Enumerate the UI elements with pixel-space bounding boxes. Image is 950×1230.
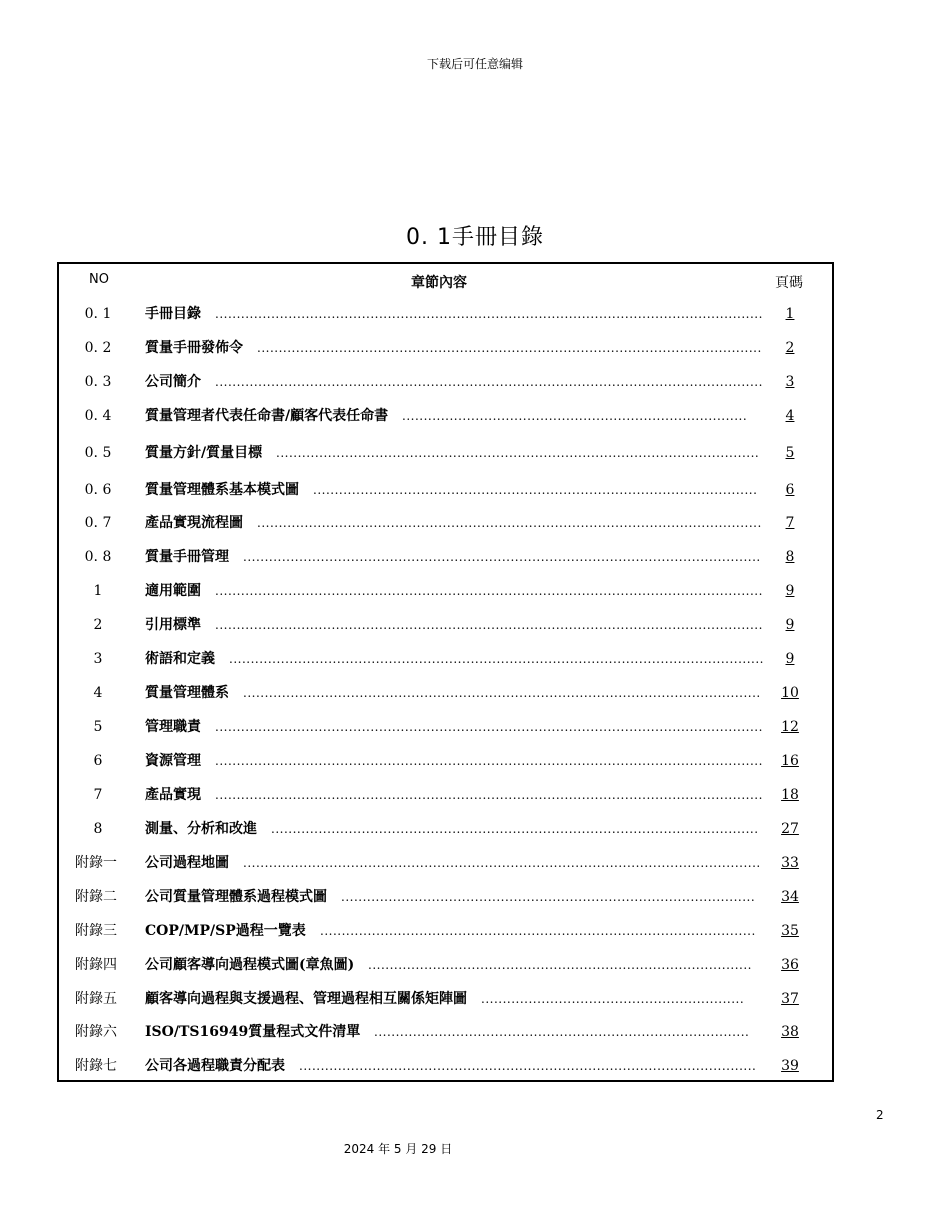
toc-row-number: 2 bbox=[93, 617, 103, 633]
toc-row-page-link[interactable]: 18 bbox=[781, 787, 799, 803]
toc-row-page-link[interactable]: 27 bbox=[781, 821, 799, 837]
toc-row-page-link[interactable]: 36 bbox=[781, 957, 799, 973]
toc-row bbox=[59, 716, 832, 738]
toc-leader-dots: ............................................................................................................................... bbox=[215, 788, 763, 802]
toc-row-label: 術語和定義 bbox=[145, 651, 215, 667]
toc-leader-dots: ....................................................................................... bbox=[374, 1025, 750, 1039]
toc-row-label: 公司簡介 bbox=[145, 374, 201, 390]
col-page-header: 頁碼 bbox=[775, 275, 803, 291]
page-title: 0. 1手冊目錄 bbox=[406, 225, 544, 250]
toc-row bbox=[59, 750, 832, 772]
header-note: 下载后可任意编辑 bbox=[426, 57, 523, 71]
toc-row bbox=[59, 442, 832, 464]
toc-row-label: 產品實現流程圖 bbox=[145, 515, 243, 531]
toc-row bbox=[59, 512, 832, 534]
toc-row-label: 質量手冊發佈令 bbox=[145, 340, 243, 356]
toc-row-label: 產品實現 bbox=[145, 787, 201, 803]
toc-leader-dots: ................................................................................................ bbox=[341, 890, 756, 904]
toc-row-page-link[interactable]: 5 bbox=[785, 445, 795, 461]
toc-leader-dots: ........................................................................................................................ bbox=[243, 550, 761, 564]
toc-row bbox=[59, 784, 832, 806]
toc-leader-dots: ................................................................................................................. bbox=[271, 822, 759, 836]
toc-row-number: 0. 6 bbox=[84, 482, 112, 498]
toc-row-label: 手冊目錄 bbox=[145, 306, 201, 322]
toc-row-label: ISO/TS16949質量程式文件清單 bbox=[145, 1024, 361, 1040]
toc-row-label: 測量、分析和改進 bbox=[145, 821, 257, 837]
toc-leader-dots: ........................................................................................................................ bbox=[243, 686, 761, 700]
toc-leader-dots: ............................................................. bbox=[481, 992, 745, 1006]
toc-leader-dots: ............................................................................................................................... bbox=[215, 307, 763, 321]
toc-row bbox=[59, 405, 832, 427]
toc-header bbox=[59, 272, 832, 292]
toc-leader-dots: ..................................................................................................................... bbox=[257, 341, 762, 355]
toc-row bbox=[59, 614, 832, 636]
toc-leader-dots: ............................................................................................................................... bbox=[215, 618, 763, 632]
toc-row-number: 0. 5 bbox=[84, 445, 112, 461]
toc-row-label: 質量管理體系 bbox=[145, 685, 229, 701]
toc-row bbox=[59, 988, 832, 1010]
toc-row-number: 0. 2 bbox=[84, 340, 112, 356]
col-no-header: NO bbox=[89, 272, 109, 287]
toc-row bbox=[59, 920, 832, 942]
toc-row-number: 附錄六 bbox=[75, 1024, 117, 1040]
toc-leader-dots: ....................................................................................................... bbox=[313, 483, 758, 497]
toc-row-number: 3 bbox=[93, 651, 103, 667]
toc-row bbox=[59, 303, 832, 325]
toc-row-page-link[interactable]: 16 bbox=[781, 753, 799, 769]
toc-leader-dots: ............................................................................................................................... bbox=[215, 720, 763, 734]
toc-row-number: 8 bbox=[93, 821, 103, 837]
toc-row bbox=[59, 852, 832, 874]
toc-row-page-link[interactable]: 34 bbox=[781, 889, 799, 905]
toc-leader-dots: ......................................................................................... bbox=[368, 958, 752, 972]
toc-row-number: 附錄一 bbox=[75, 855, 117, 871]
toc-row-page-link[interactable]: 35 bbox=[781, 923, 799, 939]
toc-row-page-link[interactable]: 4 bbox=[785, 408, 795, 424]
toc-leader-dots: ............................................................................................................................... bbox=[215, 754, 763, 768]
toc-row-page-link[interactable]: 8 bbox=[785, 549, 795, 565]
toc-leader-dots: ............................................................................................................................... bbox=[215, 375, 763, 389]
toc-row-page-link[interactable]: 37 bbox=[781, 991, 799, 1007]
toc-leader-dots: ................................................................................................................ bbox=[276, 446, 760, 460]
toc-row-page-link[interactable]: 39 bbox=[781, 1058, 799, 1074]
toc-row-page-link[interactable]: 3 bbox=[785, 374, 795, 390]
toc-row-label: 質量管理者代表任命書/顧客代表任命書 bbox=[145, 408, 389, 424]
toc-row-page-link[interactable]: 6 bbox=[785, 482, 795, 498]
toc-leader-dots: ..................................................................................................................... bbox=[257, 516, 762, 530]
toc-row-label: 公司顧客導向過程模式圖(章魚圖) bbox=[145, 957, 355, 973]
toc-row-number: 7 bbox=[93, 787, 103, 803]
toc-leader-dots: ................................................................................ bbox=[402, 409, 748, 423]
toc-row-number: 0. 8 bbox=[84, 549, 112, 565]
toc-row-number: 附錄三 bbox=[75, 923, 117, 939]
toc-leader-dots: .......................................................................................................... bbox=[299, 1059, 757, 1073]
toc-row-number: 附錄七 bbox=[75, 1058, 117, 1074]
toc-row bbox=[59, 546, 832, 568]
col-content-header: 章節內容 bbox=[411, 275, 467, 291]
toc-row bbox=[59, 886, 832, 908]
toc-row bbox=[59, 479, 832, 501]
toc-row-page-link[interactable]: 1 bbox=[785, 306, 795, 322]
toc-row bbox=[59, 954, 832, 976]
toc-row-number: 4 bbox=[93, 685, 103, 701]
toc-row-number: 附錄五 bbox=[75, 991, 117, 1007]
toc-leader-dots: ............................................................................................................................... bbox=[215, 584, 763, 598]
toc-row-label: 資源管理 bbox=[145, 753, 201, 769]
footer-date: 2024 年 5 月 29 日 bbox=[343, 1142, 453, 1156]
toc-row-number: 0. 7 bbox=[84, 515, 112, 531]
toc-row-number: 6 bbox=[93, 753, 103, 769]
toc-row-number: 5 bbox=[93, 719, 103, 735]
toc-row-page-link[interactable]: 33 bbox=[781, 855, 799, 871]
toc-row-page-link[interactable]: 9 bbox=[785, 617, 795, 633]
toc-row-page-link[interactable]: 2 bbox=[785, 340, 795, 356]
toc-leader-dots: ........................................................................................................................ bbox=[243, 856, 761, 870]
toc-row-number: 0. 4 bbox=[84, 408, 112, 424]
toc-row-label: 質量手冊管理 bbox=[145, 549, 229, 565]
toc-row-page-link[interactable]: 7 bbox=[785, 515, 795, 531]
toc-row-number: 1 bbox=[93, 583, 103, 599]
toc-row-label: 質量方針/質量目標 bbox=[145, 445, 263, 461]
toc-row-number: 0. 1 bbox=[84, 306, 112, 322]
toc-row-label: 引用標準 bbox=[145, 617, 201, 633]
toc-row-page-link[interactable]: 38 bbox=[781, 1024, 799, 1040]
toc-row-label: 管理職責 bbox=[145, 719, 201, 735]
toc-row-page-link[interactable]: 9 bbox=[785, 651, 795, 667]
toc-row-number: 0. 3 bbox=[84, 374, 112, 390]
toc-row-label: 公司過程地圖 bbox=[145, 855, 229, 871]
toc-row-number: 附錄二 bbox=[75, 889, 117, 905]
toc-row bbox=[59, 371, 832, 393]
toc-row-label: 質量管理體系基本模式圖 bbox=[145, 482, 299, 498]
page-number: 2 bbox=[876, 1108, 884, 1122]
toc-row bbox=[59, 648, 832, 670]
toc-row-number: 附錄四 bbox=[75, 957, 117, 973]
toc-row-page-link[interactable]: 9 bbox=[785, 583, 795, 599]
toc-row-page-link[interactable]: 10 bbox=[781, 685, 799, 701]
toc-row bbox=[59, 580, 832, 602]
toc-row-label: 公司各過程職責分配表 bbox=[145, 1058, 285, 1074]
toc-row-label: 公司質量管理體系過程模式圖 bbox=[145, 889, 327, 905]
toc-leader-dots: ............................................................................................................................ bbox=[229, 652, 764, 666]
toc-row-label: 適用範圍 bbox=[145, 583, 201, 599]
toc-row bbox=[59, 1021, 832, 1043]
toc-row bbox=[59, 1055, 832, 1077]
toc-row-page-link[interactable]: 12 bbox=[781, 719, 799, 735]
toc-row bbox=[59, 818, 832, 840]
toc-table bbox=[57, 262, 834, 1082]
toc-row bbox=[59, 682, 832, 704]
toc-leader-dots: ..................................................................................................... bbox=[320, 924, 756, 938]
toc-row-label: 顧客導向過程與支援過程、管理過程相互關係矩陣圖 bbox=[145, 991, 467, 1007]
toc-row-label: COP/MP/SP過程一覽表 bbox=[145, 923, 306, 939]
toc-row bbox=[59, 337, 832, 359]
